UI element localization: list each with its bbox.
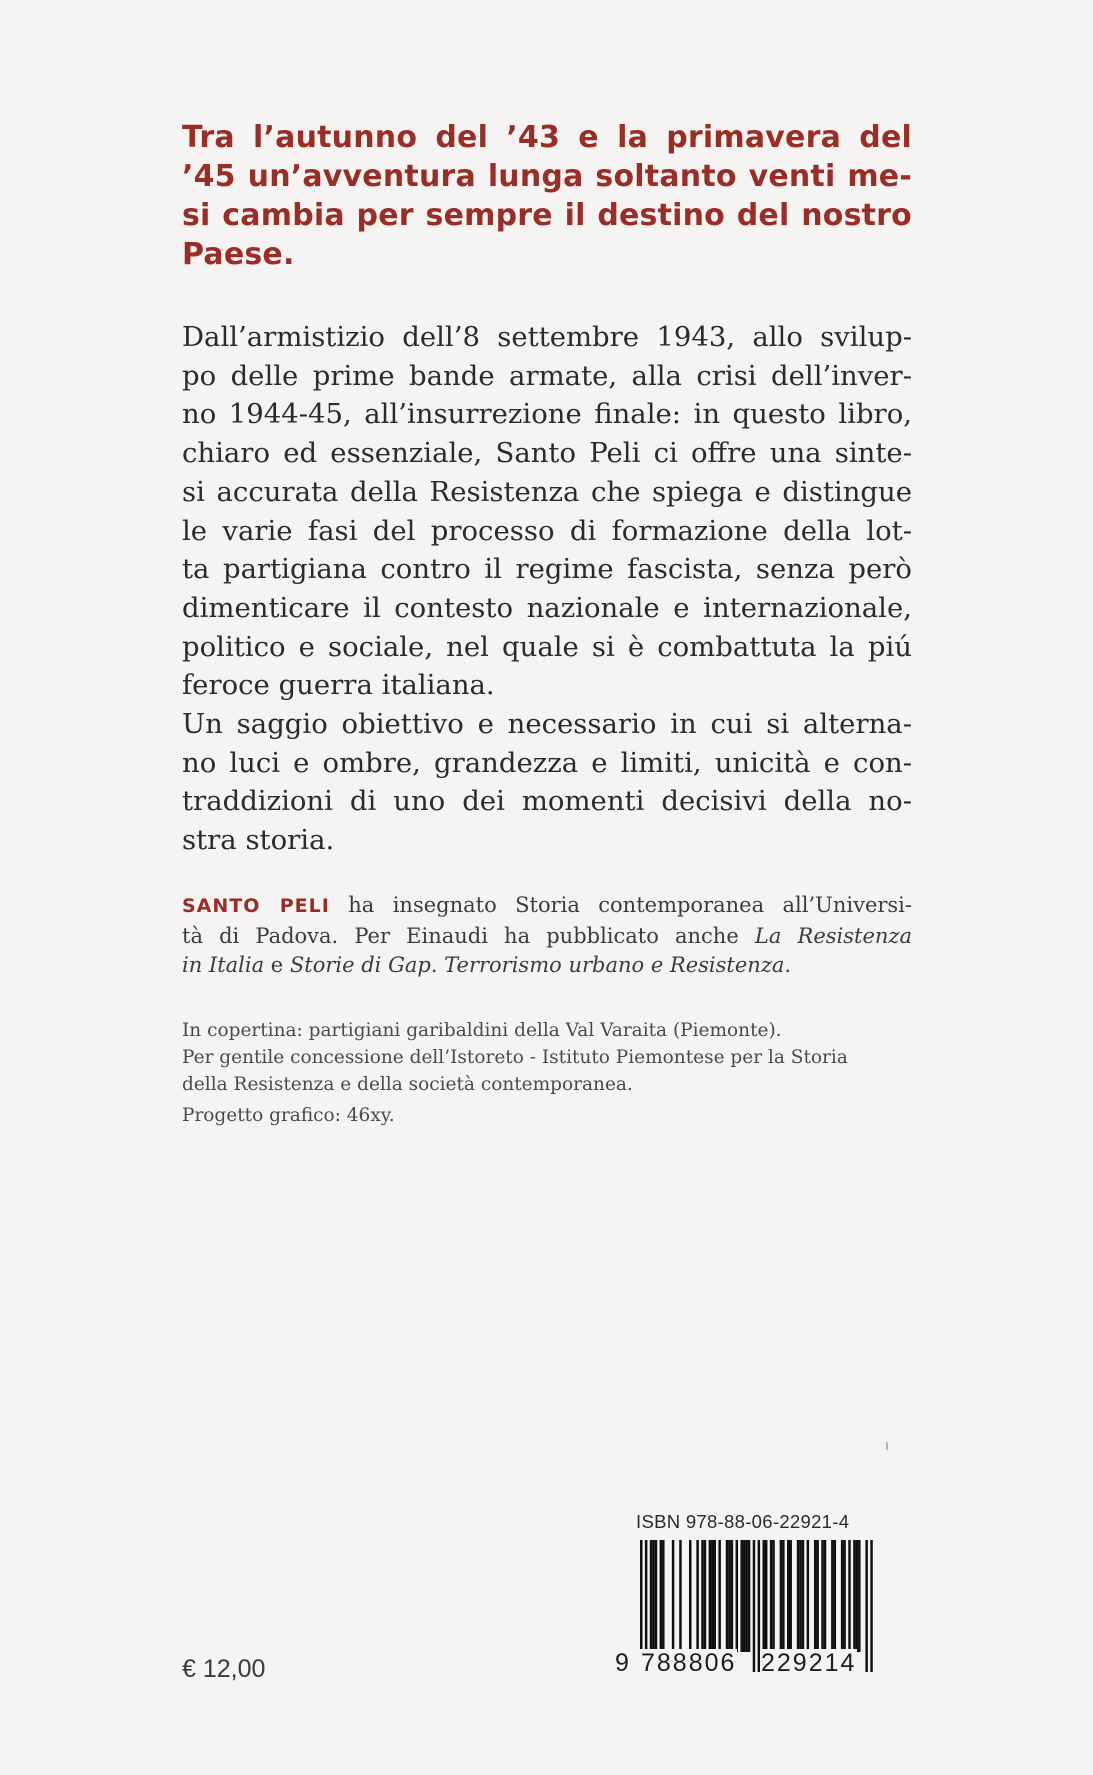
barcode-bar <box>740 1540 743 1652</box>
barcode-bar <box>797 1540 800 1652</box>
barcode-bar <box>714 1540 717 1652</box>
barcode-digits-right: 229214 <box>761 1649 857 1677</box>
barcode-bar <box>870 1540 873 1672</box>
bio-text: ha insegnato Storia contemporanea all’Universi- <box>329 893 912 917</box>
barcode-bar <box>858 1540 861 1652</box>
bio-line <box>182 922 912 952</box>
credit-line: della Resistenza e della società contemporanea. <box>182 1074 633 1095</box>
barcode-bar <box>679 1540 682 1652</box>
barcode-bar <box>704 1540 707 1652</box>
barcode-bar <box>765 1540 768 1652</box>
print-mark <box>886 1442 888 1450</box>
isbn-label: ISBN 978-88-06-22921-4 <box>636 1511 850 1532</box>
barcode-bar <box>843 1540 846 1652</box>
credit-line: Per gentile concessione dell’Istoreto - Istituto Piemontese per la Storia <box>182 1047 848 1068</box>
barcode-bar <box>802 1540 805 1652</box>
lead-line: ’45 un’avventura lunga soltanto venti me- <box>182 159 912 194</box>
barcode-bar <box>816 1540 819 1652</box>
body-line: Dall’armistizio dell’8 settembre 1943, allo svilup- <box>182 321 912 353</box>
credit-line: Progetto grafico: 46xy. <box>182 1105 395 1126</box>
barcode-bar <box>831 1540 834 1652</box>
barcode-bar <box>731 1540 734 1652</box>
barcode-bar <box>689 1540 692 1652</box>
body-line: Un saggio obiettivo e necessario in cui si alterna- <box>182 708 912 741</box>
barcode-bar <box>709 1540 712 1652</box>
barcode-bar <box>748 1540 751 1652</box>
barcode-bar <box>753 1540 756 1672</box>
barcode-bar <box>743 1540 746 1652</box>
bio-text: e <box>264 953 290 977</box>
barcode-bar <box>824 1540 827 1652</box>
barcode-bar <box>662 1540 665 1652</box>
barcode-bar <box>799 1540 802 1652</box>
barcode-bar <box>763 1540 766 1652</box>
barcode-bar <box>853 1540 856 1652</box>
barcode-bar <box>655 1540 658 1652</box>
barcode-bar <box>780 1540 783 1652</box>
body-line: traddizioni di uno dei momenti decisivi della no- <box>182 785 912 818</box>
lead-line: si cambia per sempre il destino del nostro <box>182 198 912 233</box>
barcode-bar <box>672 1540 675 1652</box>
body-line: no 1944-45, all’insurrezione finale: in questo libro, <box>182 398 912 431</box>
book-title: Storie di Gap. Terrorismo urbano e Resistenza <box>289 953 785 977</box>
body-line: po delle prime bande armate, alla crisi dell’inver- <box>182 359 912 392</box>
barcode-bar <box>650 1540 653 1652</box>
body-line: ta partigiana contro il regime fascista, senza però <box>182 553 912 586</box>
price: € 12,00 <box>182 1655 266 1683</box>
barcode-bar <box>856 1540 859 1652</box>
lead-paragraph <box>182 118 912 274</box>
barcode-bar <box>728 1540 731 1652</box>
lead-line: Tra l’autunno del ’43 e la primavera del <box>182 120 912 155</box>
barcode-bar <box>726 1540 729 1652</box>
barcode-bar <box>772 1540 775 1652</box>
body-line: chiaro ed essenziale, Santo Peli ci offre una sinte- <box>182 437 912 470</box>
barcode-bar <box>736 1540 739 1652</box>
credit-line: In copertina: partigiani garibaldini della Val Varaita (Piemonte). <box>182 1020 782 1041</box>
barcode-bar <box>841 1540 844 1652</box>
bio-line <box>182 951 912 981</box>
barcode-bar <box>789 1540 792 1652</box>
body-line: stra storia. <box>182 824 335 857</box>
author-name: SANTO PELI <box>182 895 330 917</box>
author-bio <box>182 891 912 981</box>
body-line: politico e sociale, nel quale si è combattuta la piú <box>182 630 912 663</box>
barcode-bar <box>848 1540 851 1652</box>
body-line: dimenticare il contesto nazionale e internazionale, <box>182 591 912 624</box>
barcode-bar <box>782 1540 785 1652</box>
barcode-bar <box>787 1540 790 1652</box>
barcode-bar <box>745 1540 748 1652</box>
bio-line <box>182 891 912 922</box>
barcode-bar <box>865 1540 868 1672</box>
barcode-bar <box>821 1540 824 1652</box>
body-line: le varie fasi del processo di formazione della lot- <box>182 514 912 547</box>
book-title: in Italia <box>182 953 265 977</box>
book-title: La Resistenza <box>754 923 912 948</box>
barcode-digit-lead: 9 <box>615 1649 629 1677</box>
barcode-digits-left: 788806 <box>641 1649 737 1677</box>
barcode-bar <box>696 1540 699 1652</box>
barcode-bar <box>711 1540 714 1652</box>
barcode-bar <box>660 1540 663 1652</box>
barcode-bar <box>814 1540 817 1652</box>
description-paragraph <box>182 318 912 860</box>
body-line: no luci e ombre, grandezza e limiti, unicità e con- <box>182 746 912 779</box>
barcode-bar <box>718 1540 721 1652</box>
barcode-bar <box>701 1540 704 1652</box>
lead-line: Paese. <box>182 237 295 272</box>
barcode-bar <box>807 1540 810 1652</box>
cover-credits <box>182 1017 922 1129</box>
barcode-bar <box>770 1540 773 1652</box>
barcode-bar <box>652 1540 655 1652</box>
bio-text: tà di Padova. Per Einaudi ha pubblicato anche <box>182 923 755 948</box>
bio-text: . <box>784 953 792 977</box>
body-line: feroce guerra italiana. <box>182 669 495 702</box>
barcode-bar <box>834 1540 837 1652</box>
body-line: si accurata della Resistenza che spiega e distingue <box>182 475 912 508</box>
